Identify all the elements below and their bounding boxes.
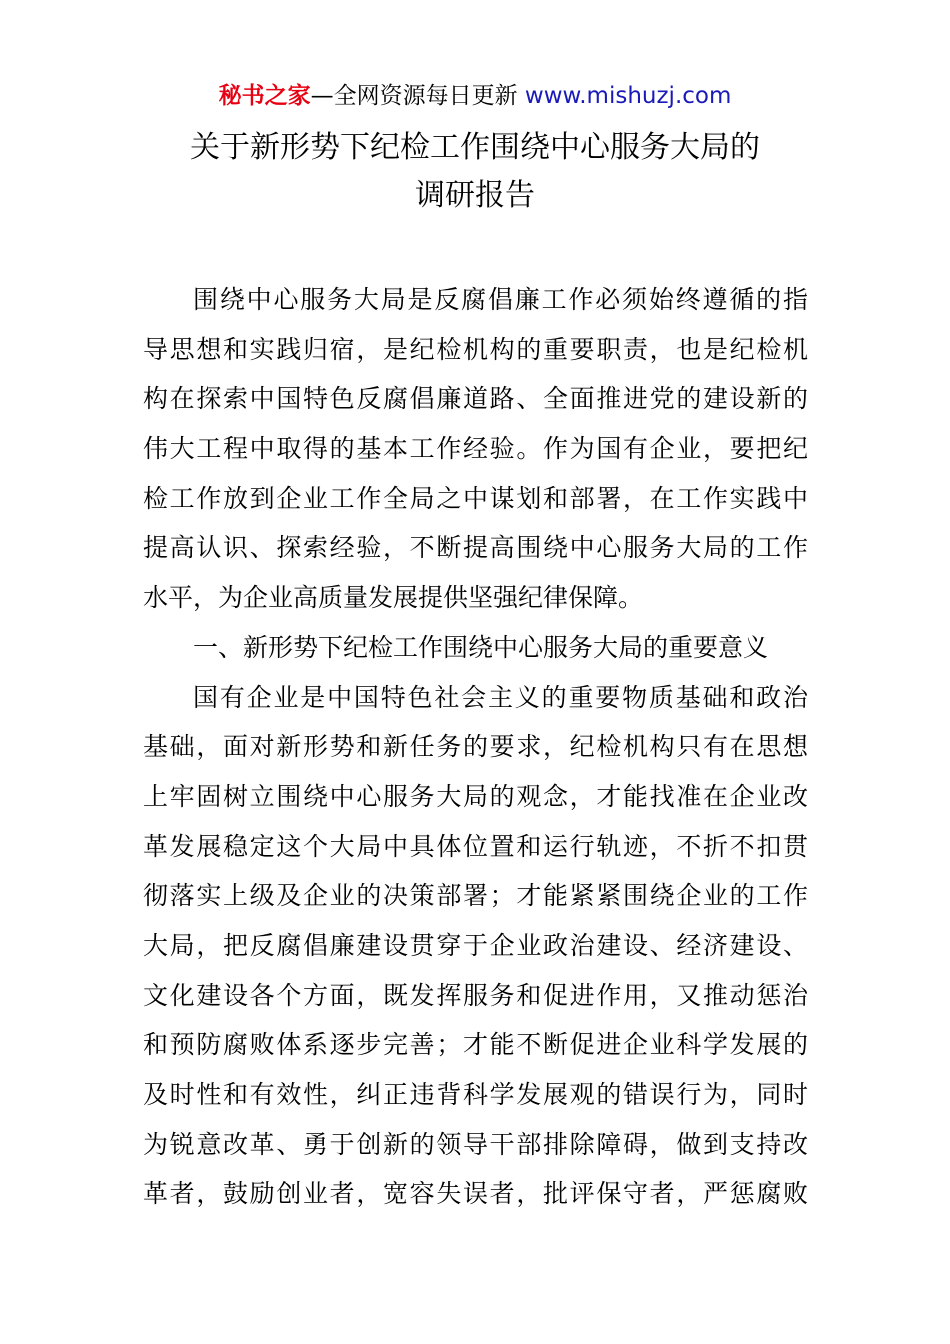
site-url-link[interactable]: www.mishuzj.com: [524, 83, 732, 109]
paragraph-line: 水平，为企业高质量发展提供坚强纪律保障。: [143, 583, 644, 613]
document-title-line-1: 关于新形势下纪检工作围绕中心服务大局的: [190, 130, 760, 165]
paragraph-line: 大局，把反腐倡廉建设贯穿于企业政治建设、经济建设、: [143, 930, 808, 960]
paragraph-line: 检工作放到企业工作全局之中谋划和部署，在工作实践中: [143, 483, 808, 513]
paragraph-line: 为锐意改革、勇于创新的领导干部排除障碍，做到支持改: [143, 1129, 808, 1159]
paragraph-line: 导思想和实践归宿，是纪检机构的重要职责，也是纪检机: [143, 334, 808, 364]
site-tagline: —全网资源每日更新: [310, 83, 525, 109]
paragraph-line: 提高认识、探索经验，不断提高围绕中心服务大局的工作: [143, 533, 808, 563]
paragraph-line: 和预防腐败体系逐步完善；才能不断促进企业科学发展的: [143, 1030, 808, 1060]
paragraph-line: 基础，面对新形势和新任务的要求，纪检机构只有在思想: [143, 732, 808, 762]
section-heading: 一、新形势下纪检工作围绕中心服务大局的重要意义: [193, 632, 769, 662]
document-title-line-2: 调研报告: [415, 178, 535, 213]
paragraph-line: 上牢固树立围绕中心服务大局的观念，才能找准在企业改: [143, 781, 808, 811]
paragraph-line: 革发展稳定这个大局中具体位置和运行轨迹，不折不扣贯: [143, 831, 808, 861]
paragraph-line: 及时性和有效性，纠正违背科学发展观的错误行为，同时: [143, 1080, 808, 1109]
paragraph-line: 围绕中心服务大局是反腐倡廉工作必须始终遵循的指: [193, 285, 808, 314]
site-header: [0, 80, 950, 112]
document-body: [143, 275, 808, 1219]
paragraph-line: 伟大工程中取得的基本工作经验。作为国有企业，要把纪: [143, 434, 808, 464]
paragraph-line: 彻落实上级及企业的决策部署；才能紧紧围绕企业的工作: [143, 881, 808, 911]
brand-name: 秘书之家: [218, 83, 311, 109]
paragraph-line: 国有企业是中国特色社会主义的重要物质基础和政治: [193, 682, 808, 712]
paragraph-line: 构在探索中国特色反腐倡廉道路、全面推进党的建设新的: [143, 384, 808, 414]
paragraph-line: 文化建设各个方面，既发挥服务和促进作用，又推动惩治: [143, 980, 808, 1010]
paragraph-line: 革者，鼓励创业者，宽容失误者，批评保守者，严惩腐败: [143, 1179, 808, 1209]
